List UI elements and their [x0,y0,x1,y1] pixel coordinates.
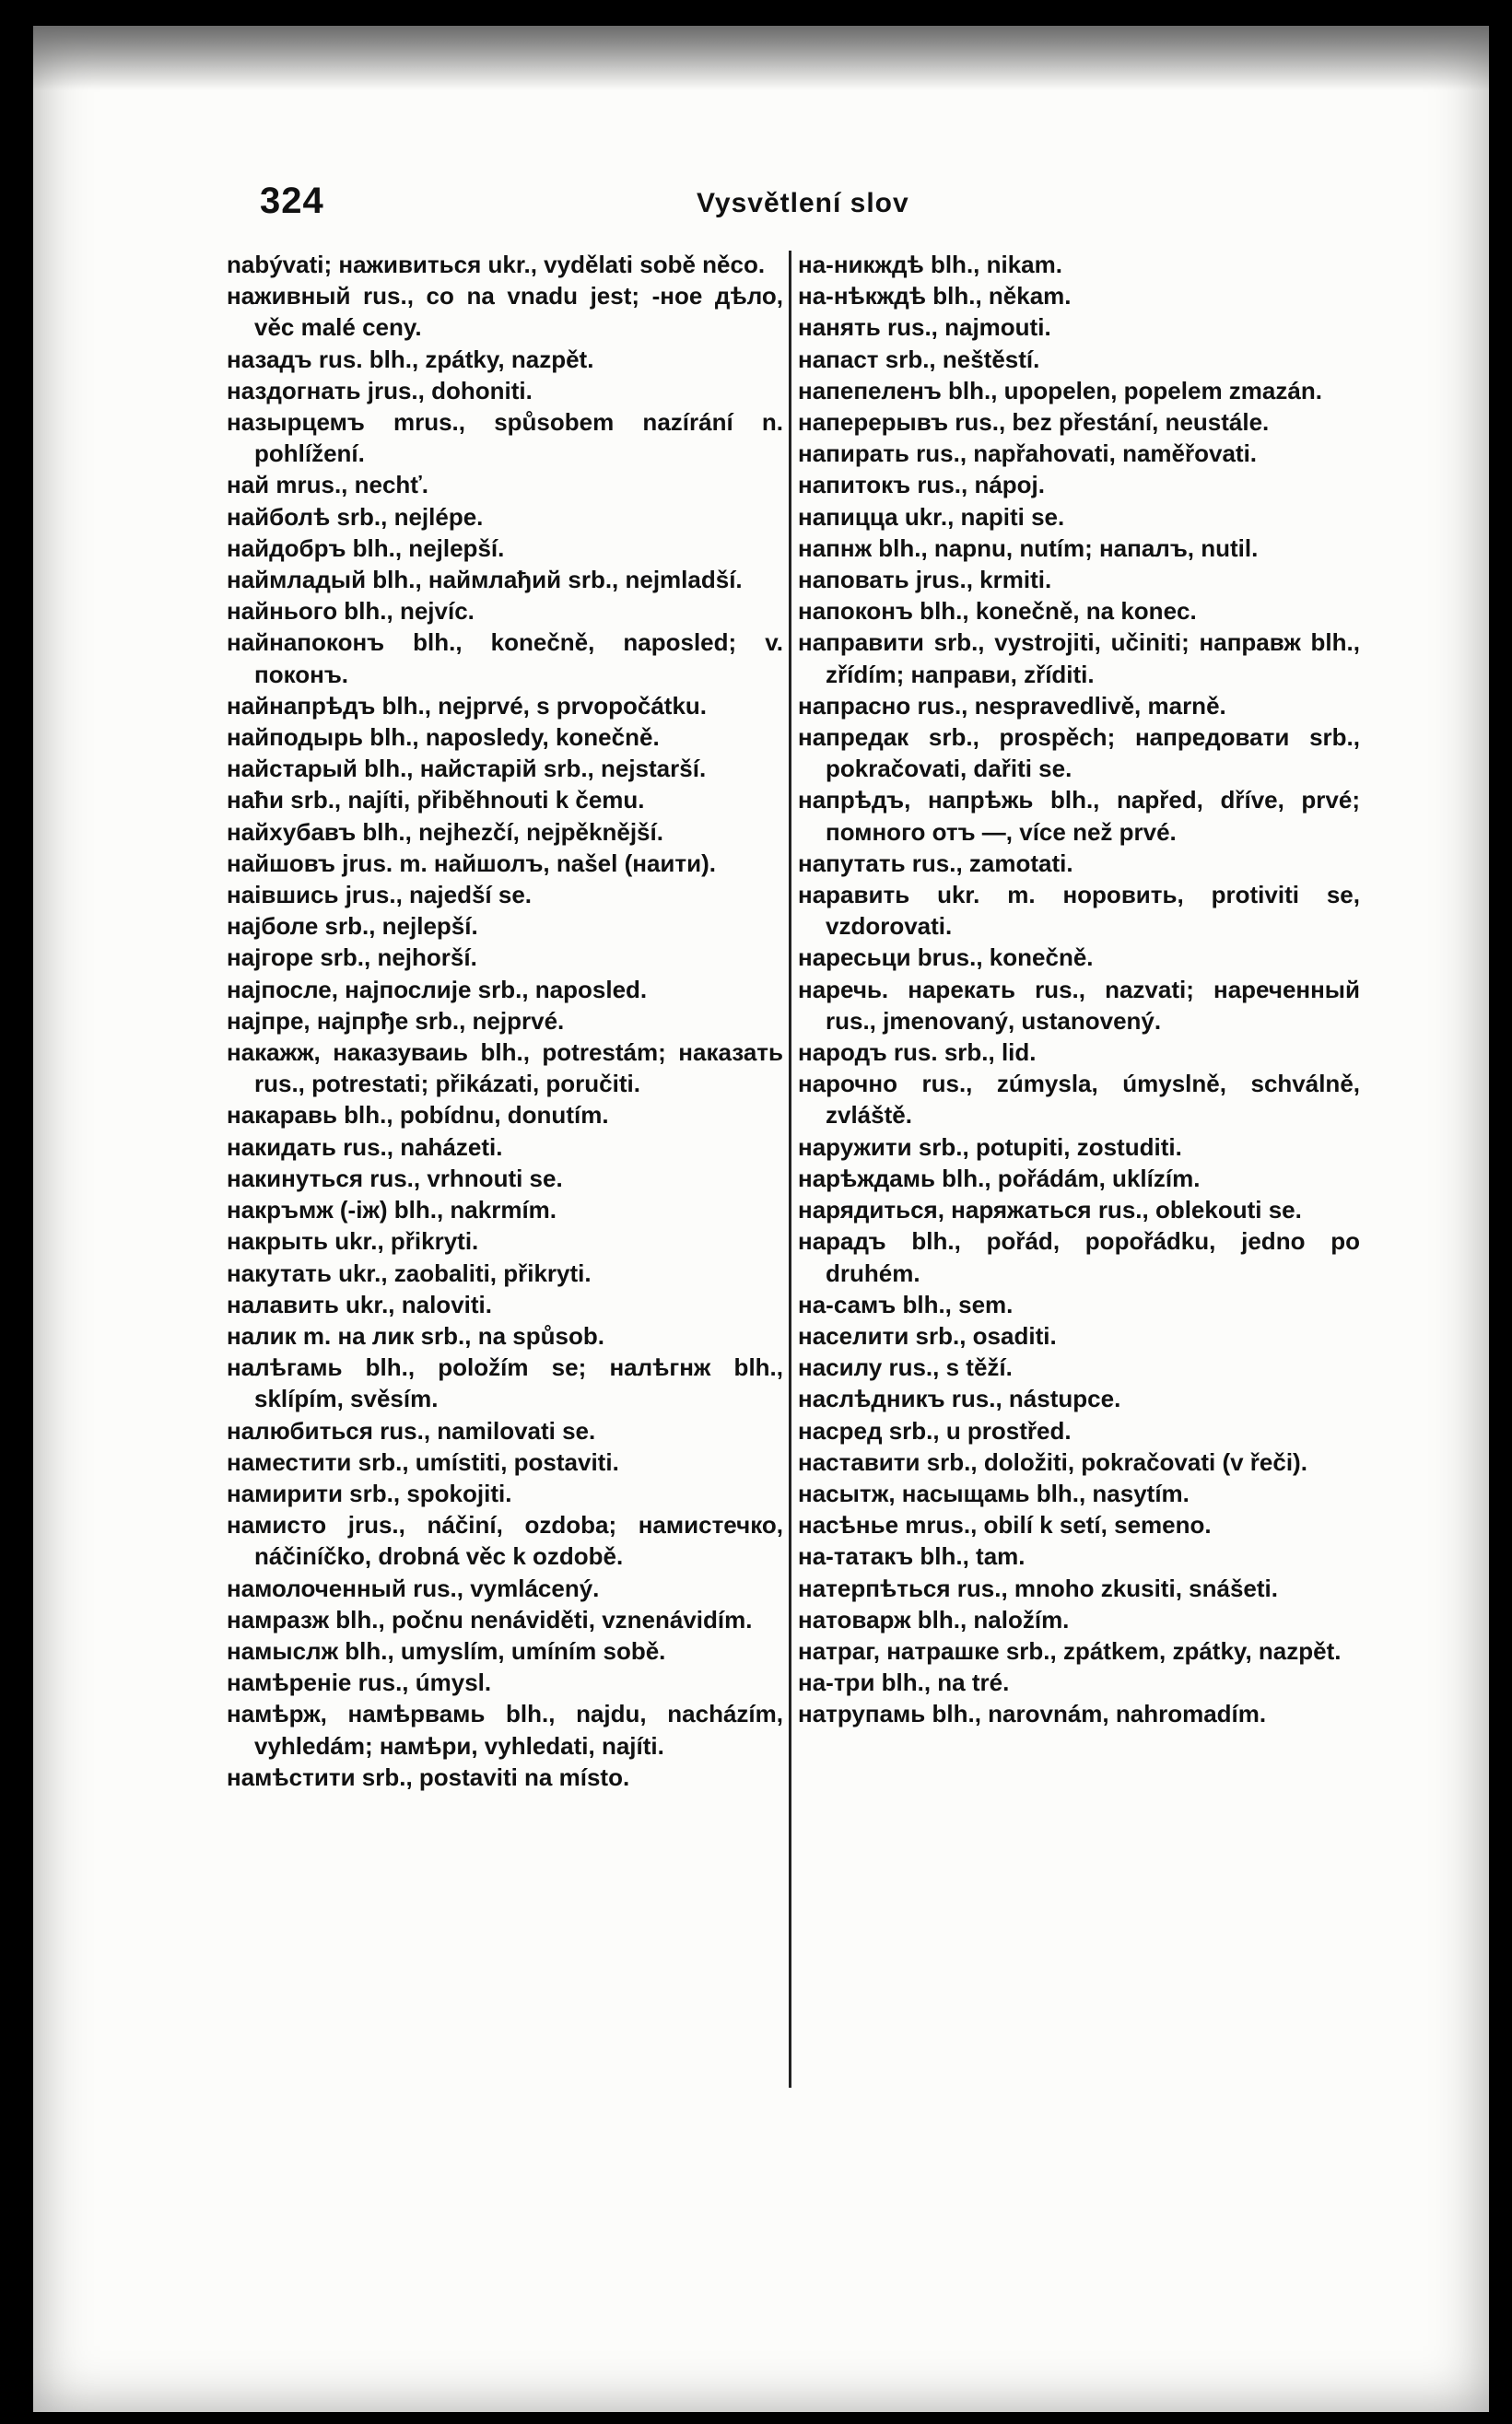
dictionary-entry: на-нѣкждѣ blh., někam. [798,282,1072,310]
dictionary-entry: накрыть ukr., přikryti. [227,1227,479,1256]
dictionary-entry: найнапоконъ blh., konečně, naposled; v. поконъ. [227,628,783,688]
dictionary-entry: налик m. на лик srb., na spůsob. [227,1321,604,1350]
dictionary-entry: напутать rus., zamotati. [798,849,1073,877]
dictionary-entry: најболе srb., nejlepší. [227,912,478,941]
dictionary-entry: найболѣ srb., nejlépe. [227,502,484,531]
dictionary-entry: на-три blh., na tré. [798,1669,1010,1697]
dictionary-entry: на-самъ blh., sem. [798,1290,1014,1318]
dictionary-entry: насѣнье mrus., obilí k setí, semeno. [798,1511,1212,1540]
dictionary-entry: нарѣждамь blh., pořádám, uklízím. [798,1164,1201,1192]
dictionary-entry: наћи srb., najíti, přiběhnouti k čemu. [227,786,645,814]
dictionary-entry: најпосле, најпослије srb., naposled. [227,975,648,1003]
dictionary-entry: наравить ukr. m. норовить, protiviti se, vzdorovati. [798,881,1360,941]
dictionary-entry: наперерывъ rus., bez přestání, neustále. [798,408,1270,437]
dictionary-entry: наместити srb., umístiti, postaviti. [227,1447,619,1476]
dictionary-entry: нарочно rus., zúmysla, úmyslně, schválně, zvláště. [798,1070,1360,1130]
dictionary-entry: напитокъ rus., nápoj. [798,471,1045,499]
dictionary-entry: назырцемъ mrus., spůsobem nazírání n. pohlížení. [227,408,783,468]
dictionary-entry: наівшись jrus., najedší se. [227,881,533,909]
dictionary-entry: намѣреніе rus., úmysl. [227,1669,492,1697]
dictionary-entry: нарадъ blh., pořád, popořádku, jedno po druhém. [798,1227,1360,1287]
dictionary-entry: найхубавъ blh., nejhezčí, nejpěknější. [227,817,663,846]
dictionary-entry: најгоре srb., nejhorší. [227,943,477,972]
dictionary-entry: напрѣдъ, напрѣжь blh., napřed, dříve, prvé; помного отъ —, více než prvé. [798,786,1360,846]
running-title: Vysvětlení slov [697,188,909,218]
dictionary-entry: натерпѣться rus., mnoho zkusiti, snášeti. [798,1574,1278,1602]
dictionary-entry: намразж blh., počnu nenáviděti, vznenávidím. [227,1605,753,1634]
dictionary-entry: накутать ukr., zaobaliti, přikryti. [227,1259,592,1287]
dictionary-entry: напредак srb., prospěch; напредовати srb., pokračovati, dařiti se. [798,723,1360,783]
right-column [798,249,1360,1730]
dictionary-entry: накидать rus., naházeti. [227,1132,503,1161]
dictionary-entry: накажж, наказуваиь blh., potrestám; наказать rus., potrestati; přikázati, poručiti. [227,1038,783,1098]
dictionary-entry: напицца ukr., napiti se. [798,502,1065,531]
dictionary-entry: наповать jrus., krmiti. [798,566,1052,594]
dictionary-entry: налѣгамь blh., položím se; налѣгнж blh., sklípím, svěsím. [227,1353,783,1413]
dictionary-entry: накръмж (-іж) blh., nakrmím. [227,1196,557,1224]
dictionary-entry: накинуться rus., vrhnouti se. [227,1164,563,1192]
dictionary-entry: нанять rus., najmouti. [798,313,1051,342]
dictionary-entry: найшовъ jrus. m. найшолъ, našel (наити). [227,849,716,877]
dictionary-entry: намирити srb., spokojiti. [227,1479,512,1507]
dictionary-entry: на-татакъ blh., tam. [798,1542,1026,1571]
dictionary-entry: натоварж blh., naložím. [798,1605,1070,1634]
dictionary-entry: наживный rus., co na vnadu jest; -ное дѣло, věc malé ceny. [227,282,783,342]
dictionary-entry: наслѣдникъ rus., nástupce. [798,1385,1121,1413]
dictionary-entry: направити srb., vystrojiti, učiniti; направж blh., zřídím; направи, zříditi. [798,628,1360,688]
dictionary-entry: назадъ rus. blh., zpátky, nazpět. [227,345,594,373]
dictionary-entry: насытж, насыщамь blh., nasytím. [798,1479,1190,1507]
dictionary-entry: наречь. нарекать rus., nazvati; нареченный rus., jmenovaný, ustanovený. [798,975,1360,1035]
dictionary-entry: накаравь blh., pobídnu, donutím. [227,1101,609,1130]
left-column [227,249,783,1793]
page-number: 324 [260,181,324,221]
dictionary-entry: намѣрж, намѣрвамь blh., najdu, nacházím, vyhledám; намѣри, vyhledati, najíti. [227,1700,783,1760]
dictionary-entry: насилу rus., s těží. [798,1353,1013,1382]
dictionary-entry: напоконъ blh., konečně, na konec. [798,597,1197,626]
dictionary-entry: напирать rus., napřahovati, naměřovati. [798,439,1258,468]
dictionary-entry: напепеленъ blh., upopelen, popelem zmazán. [798,376,1322,404]
dictionary-entry: најпре, најпрђе srb., nejprvé. [227,1006,565,1035]
dictionary-entry: населити srb., osaditi. [798,1321,1057,1350]
dictionary-entry: намолоченный rus., vymlácený. [227,1574,600,1602]
dictionary-entry: натрупамь blh., narovnám, nahromadím. [798,1700,1267,1728]
dictionary-entry: наставити srb., doložiti, pokračovati (v řeči). [798,1447,1307,1476]
dictionary-entry: на-никждѣ blh., nikam. [798,251,1062,278]
dictionary-entry: найнього blh., nejvíc. [227,597,475,626]
dictionary-entry: наружити srb., potupiti, zostuditi. [798,1132,1182,1161]
column-divider [789,251,791,2088]
dictionary-entry: насред srb., u prostřed. [798,1416,1072,1445]
dictionary-entry: нарядиться, наряжаться rus., oblekouti se. [798,1196,1302,1224]
dictionary-entry: наймладый blh., наймлађий srb., nejmladší. [227,566,743,594]
dictionary-entry: найподырь blh., naposledy, konečně. [227,723,660,752]
dictionary-entry: намыслж blh., umyslím, umíním sobě. [227,1636,666,1665]
dictionary-entry: найдобръ blh., nejlepší. [227,533,505,562]
dictionary-entry: натраг, натрашке srb., zpátkem, zpátky, nazpět. [798,1636,1342,1665]
dictionary-entry: nabývati; наживиться ukr., vydělati sobě něco. [227,251,766,278]
dictionary-entry: напрасно rus., nespravedlivě, marně. [798,691,1226,720]
dictionary-entry: напнж blh., napnu, nutím; напалъ, nutil. [798,533,1259,562]
dictionary-entry: намисто jrus., náčiní, ozdoba; намистечко, náčiníčko, drobná věc k ozdobě. [227,1511,783,1571]
dictionary-entry: найстарый blh., найстарій srb., nejstarší. [227,755,707,783]
dictionary-entry: наздогнать jrus., dohoniti. [227,376,533,404]
dictionary-entry: напаст srb., neštěstí. [798,345,1040,373]
dictionary-entry: налюбиться rus., namilovati se. [227,1416,596,1445]
dictionary-entry: налавить ukr., naloviti. [227,1290,492,1318]
dictionary-entry: наресьци brus., konečně. [798,943,1094,972]
dictionary-entry: народъ rus. srb., lid. [798,1038,1037,1067]
dictionary-entry: найнапрѣдъ blh., nejprvé, s prvopočátku. [227,691,708,720]
dictionary-entry: намѣстити srb., postaviti na místo. [227,1762,630,1791]
dictionary-entry: най mrus., nechť. [227,471,428,499]
